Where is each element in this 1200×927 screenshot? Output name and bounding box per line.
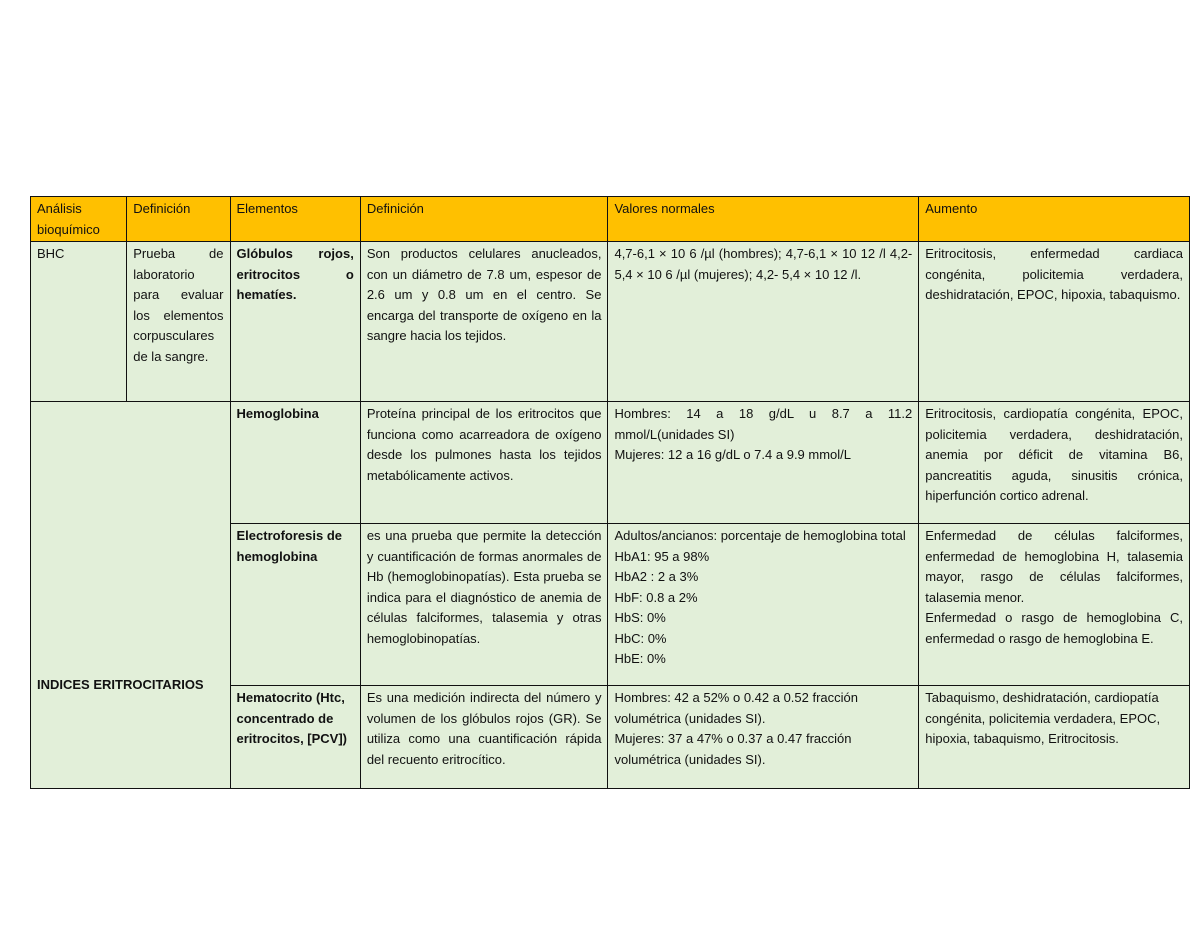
electroforesis-valores-hbf: HbF: 0.8 a 2% xyxy=(614,589,698,605)
hemoglobina-aumento: Eritrocitosis, cardiopatía congénita, EPOC, policitemia verdadera, deshidratación, anemia por déficit de vitamina B6, pancreatitis aguda, sinusitis crónica, hiperfunción cortico adrenal. xyxy=(919,402,1190,524)
electroforesis-valores xyxy=(608,524,919,686)
lab-analysis-table xyxy=(30,196,1190,789)
header-definicion-elemento: Definición xyxy=(360,197,608,242)
table-row-hemoglobina xyxy=(31,402,1190,524)
electroforesis-valores-hba2: HbA2 : 2 a 3% xyxy=(614,569,699,584)
electroforesis-aumento xyxy=(919,524,1190,686)
electroforesis-valores-hbs: HbS: 0% xyxy=(614,610,666,625)
hemoglobina-definicion: Proteína principal de los eritrocitos que funciona como acarreadora de oxígeno desde los pulmones hasta los tejidos metabólicamente activos. xyxy=(360,402,608,524)
electroforesis-valores-hbc: HbC: 0% xyxy=(614,630,667,646)
bhc-aumento: Eritrocitosis, enfermedad cardiaca congénita, policitemia verdadera, deshidratación, EPOC, hipoxia, tabaquismo. xyxy=(919,242,1190,402)
table-row-bhc xyxy=(31,242,1190,402)
hematocrito-definicion: Es una medición indirecta del número y volumen de los glóbulos rojos (GR). Se utiliza como una cuantificación rápida del recuento eritrocítico. xyxy=(360,686,608,789)
electroforesis-elemento: Electroforesis de hemoglobina xyxy=(230,524,360,686)
header-analisis: Análisis bioquímico xyxy=(31,197,127,242)
hematocrito-valores xyxy=(608,686,919,789)
hemoglobina-valores-mujeres: Mujeres: 12 a 16 g/dL o 7.4 a 9.9 mmol/L xyxy=(614,447,852,462)
hematocrito-aumento: Tabaquismo, deshidratación, cardiopatía congénita, policitemia verdadera, EPOC, hipoxia, tabaquismo, Eritrocitosis. xyxy=(919,686,1190,789)
hematocrito-valores-mujeres: Mujeres: 37 a 47% o 0.37 a 0.47 fracción volumétrica (unidades SI). xyxy=(614,731,852,767)
indices-label-text: INDICES ERITROCITARIOS xyxy=(37,677,204,693)
header-valores-normales: Valores normales xyxy=(608,197,919,242)
hematocrito-valores-hombres: Hombres: 42 a 52% o 0.42 a 0.52 fracción volumétrica (unidades SI). xyxy=(614,690,859,726)
header-elementos: Elementos xyxy=(230,197,360,242)
electroforesis-aumento-2: Enfermedad o rasgo de hemoglobina C, enfermedad o rasgo de hemoglobina E. xyxy=(925,610,1183,646)
hemoglobina-valores-hombres: Hombres: 14 a 18 g/dL u 8.7 a 11.2 mmol/L(unidades SI) xyxy=(614,406,913,442)
electroforesis-valores-intro: Adultos/ancianos: porcentaje de hemoglobina total xyxy=(614,528,906,543)
header-row xyxy=(31,197,1190,242)
electroforesis-valores-hbe: HbE: 0% xyxy=(614,651,666,666)
header-aumento: Aumento xyxy=(919,197,1190,242)
electroforesis-definicion: es una prueba que permite la detección y cuantificación de formas anormales de Hb (hemoglobinopatías). Esta prueba se indica para el diagnóstico de anemia de células falciformes, talasemia y otras hemoglobinopatías. xyxy=(360,524,608,686)
bhc-elemento: Glóbulos rojos, eritrocitos o hematíes. xyxy=(230,242,360,402)
indices-eritrocitarios-label xyxy=(31,402,231,789)
electroforesis-aumento-1: Enfermedad de células falciformes, enfermedad de hemoglobina H, talasemia mayor, rasgo de células falciformes, talasemia menor. xyxy=(925,528,1183,605)
hematocrito-elemento: Hematocrito (Htc, concentrado de eritrocitos, [PCV]) xyxy=(230,686,360,789)
bhc-elemento-definicion: Son productos celulares anucleados, con un diámetro de 7.8 um, espesor de 2.6 um y 0.8 um en el centro. Se encarga del transporte de oxígeno en la sangre hacia los tejidos. xyxy=(360,242,608,402)
bhc-analisis: BHC xyxy=(31,242,127,402)
hemoglobina-valores xyxy=(608,402,919,524)
bhc-definicion: Prueba de laboratorio para evaluar los elementos corpusculares de la sangre. xyxy=(127,242,230,402)
electroforesis-valores-hba1: HbA1: 95 a 98% xyxy=(614,548,710,564)
header-definicion: Definición xyxy=(127,197,230,242)
hemoglobina-elemento: Hemoglobina xyxy=(230,402,360,524)
bhc-valores: 4,7-6,1 × 10 6 /µl (hombres); 4,7-6,1 × 10 12 /l 4,2-5,4 × 10 6 /µl (mujeres); 4,2- 5,4 × 10 12 /l. xyxy=(608,242,919,402)
